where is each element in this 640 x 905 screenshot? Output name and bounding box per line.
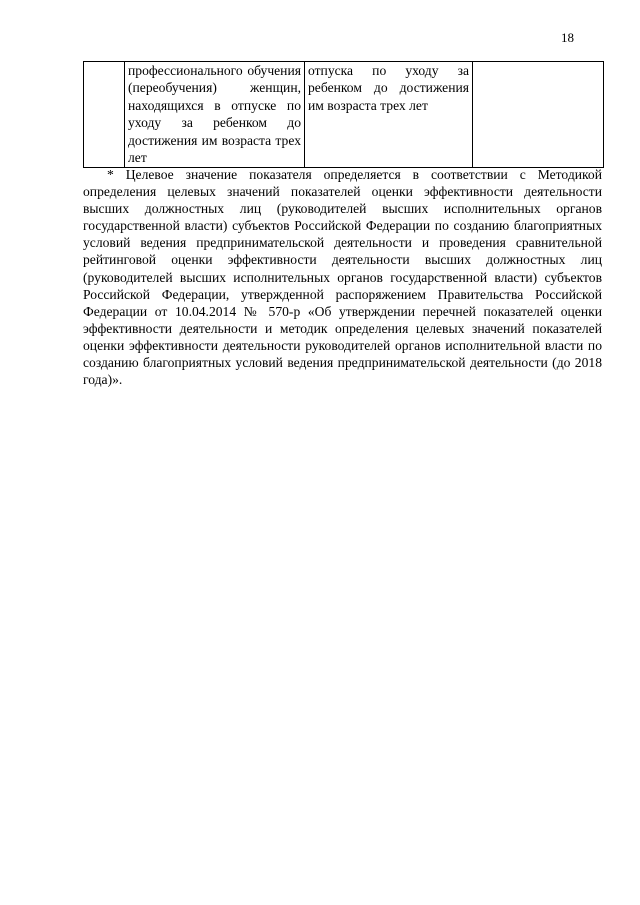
- table-cell-number: [84, 62, 125, 168]
- table-cell-indicator-description: профессионального обучения (переобучения) женщин, находящихся в отпуске по уходу за ребенком до достижения им возраста трех лет: [125, 62, 305, 168]
- table-row: [84, 62, 604, 168]
- table-cell-indicator-detail: отпуска по уходу за ребенком до достижения им возраста трех лет: [305, 62, 473, 168]
- table-cell-empty: [473, 62, 604, 168]
- footnote-text: * Целевое значение показателя определяется в соответствии с Методикой определения целевых значений показателей оценки эффективности деятельности высших должностных лиц (руководителей высших исполнительных органов государственной власти) субъектов Российской Федерации по созданию благоприятных условий ведения предпринимательской деятельности и проведения сравнительной рейтинговой оценки эффективности деятельности высших должностных лиц (руководителей высших исполнительных органов государственной власти) субъектов Российской Федерации, утвержденной распоряжением Правительства Российской Федерации от 10.04.2014 № 570-р «Об утверждении перечней показателей оценки эффективности деятельности и методик определения целевых значений показателей оценки эффективности деятельности руководителей органов исполнительной власти по созданию благоприятных условий ведения предпринимательской деятельности (до 2018 года)».: [83, 167, 602, 388]
- page-number: 18: [561, 30, 574, 45]
- indicator-table-fragment: [83, 61, 604, 168]
